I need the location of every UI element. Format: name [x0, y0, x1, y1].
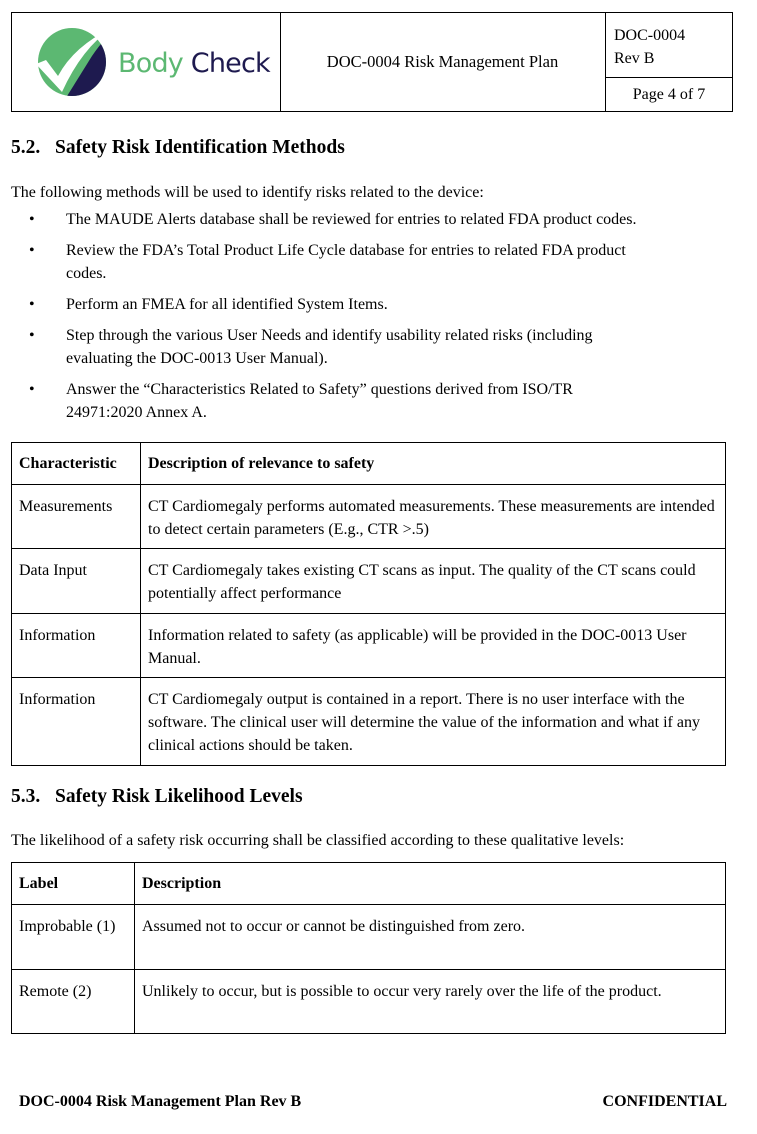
- table-cell: Assumed not to occur or cannot be distinguished from zero.: [135, 905, 726, 970]
- table-row: [12, 485, 726, 549]
- document-meta-cell: [606, 13, 732, 111]
- table-cell: Unlikely to occur, but is possible to occur very rarely over the life of the product.: [135, 970, 726, 1034]
- logo-word-body: Body: [118, 48, 183, 79]
- column-header: Characteristic: [12, 443, 141, 485]
- safety-characteristics-table: [11, 442, 726, 766]
- list-item: [11, 208, 731, 231]
- table-cell: Information: [12, 678, 141, 766]
- list-item: [11, 324, 636, 370]
- section-number: 5.3.: [11, 786, 41, 807]
- section-title: Safety Risk Identification Methods: [55, 137, 345, 158]
- table-header-row: [12, 863, 726, 905]
- table-cell: CT Cardiomegaly output is contained in a report. There is no user interface with the software. The clinical user will determine the value of the information and what if any clinical actions should be taken.: [141, 678, 726, 766]
- table-row: [12, 905, 726, 970]
- document-title: DOC-0004 Risk Management Plan: [326, 52, 559, 71]
- section-number: 5.2.: [11, 137, 41, 158]
- doc-id-revision: [606, 13, 732, 78]
- column-header: Description of relevance to safety: [141, 443, 726, 485]
- table-row: [12, 970, 726, 1034]
- table-row: [12, 678, 726, 766]
- checkmark-logo-icon: [34, 26, 114, 96]
- table-cell: Measurements: [12, 485, 141, 549]
- bullet-icon: •: [29, 381, 35, 398]
- list-item: [11, 293, 731, 316]
- list-item-text: Answer the “Characteristics Related to Safety” questions derived from ISO/TR 24971:2020 Annex A.: [66, 381, 573, 421]
- page-number: Page 4 of 7: [632, 86, 706, 103]
- list-item-text: Perform an FMEA for all identified System Items.: [66, 296, 388, 313]
- table-cell: CT Cardiomegaly takes existing CT scans as input. The quality of the CT scans could potentially affect performance: [141, 549, 726, 614]
- document-header: [11, 12, 733, 112]
- table-row: [12, 614, 726, 678]
- table-cell: Data Input: [12, 549, 141, 614]
- column-header: Description: [135, 863, 726, 905]
- doc-revision: Rev B: [614, 50, 655, 67]
- body-check-logo: [34, 26, 270, 96]
- table-cell: CT Cardiomegaly performs automated measurements. These measurements are intended to detect certain parameters (E.g., CTR >.5): [141, 485, 726, 549]
- doc-id: DOC-0004: [614, 27, 686, 44]
- bullet-icon: •: [29, 211, 35, 228]
- list-item-text: Step through the various User Needs and identify usability related risks (including evaluating the DOC-0013 User Manual).: [66, 327, 593, 367]
- logo-wordmark: [118, 48, 270, 79]
- bullet-icon: •: [29, 327, 35, 344]
- bullet-icon: •: [29, 296, 35, 313]
- bullet-icon: •: [29, 242, 35, 259]
- table-cell: Remote (2): [12, 970, 135, 1034]
- methods-list: [11, 208, 731, 432]
- section-heading-5-2: [11, 137, 345, 159]
- section-heading-5-3: [11, 786, 303, 808]
- list-item: [11, 378, 626, 424]
- list-item-text: Review the FDA’s Total Product Life Cycle database for entries to related FDA product codes.: [66, 242, 626, 282]
- list-item: [11, 239, 666, 285]
- logo-cell: [12, 13, 281, 111]
- table-cell: Information: [12, 614, 141, 678]
- footer-document-name: DOC-0004 Risk Management Plan Rev B: [19, 1093, 302, 1110]
- column-header: Label: [12, 863, 135, 905]
- section-intro: The likelihood of a safety risk occurring shall be classified according to these qualitative levels:: [11, 832, 625, 849]
- table-row: [12, 549, 726, 614]
- likelihood-levels-table: [11, 862, 726, 1034]
- table-header-row: [12, 443, 726, 485]
- section-intro: The following methods will be used to identify risks related to the device:: [11, 184, 484, 201]
- footer-confidential: CONFIDENTIAL: [602, 1093, 727, 1110]
- list-item-text: The MAUDE Alerts database shall be reviewed for entries to related FDA product codes.: [66, 211, 637, 228]
- table-cell: Improbable (1): [12, 905, 135, 970]
- document-title-cell: [280, 13, 606, 111]
- section-title: Safety Risk Likelihood Levels: [55, 786, 303, 807]
- logo-word-check: Check: [190, 48, 270, 79]
- table-cell: Information related to safety (as applicable) will be provided in the DOC-0013 User Manual.: [141, 614, 726, 678]
